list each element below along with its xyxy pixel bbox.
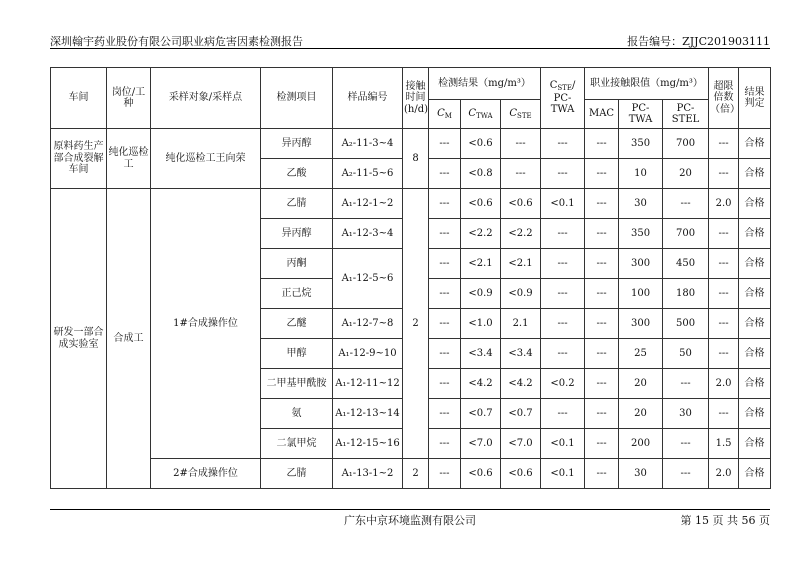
sample-cell: A₂-11-5~6: [333, 159, 403, 189]
cste-cell: <4.2: [501, 369, 541, 399]
ctwa-cell: <3.4: [461, 339, 501, 369]
mac-cell: ---: [585, 309, 619, 339]
cm-cell: ---: [429, 459, 461, 489]
item-cell: 甲醇: [261, 339, 333, 369]
ctwa-cell: <0.6: [461, 129, 501, 159]
cm-cell: ---: [429, 249, 461, 279]
cste-cell: ---: [501, 129, 541, 159]
table-row: [51, 189, 771, 219]
item-cell: 正己烷: [261, 279, 333, 309]
judge-cell: 合格: [739, 159, 771, 189]
item-cell: 乙酸: [261, 159, 333, 189]
cste-cell: <2.2: [501, 219, 541, 249]
mac-cell: ---: [585, 219, 619, 249]
pctwa-cell: 20: [619, 399, 663, 429]
mac-cell: ---: [585, 369, 619, 399]
ratio-cell: <0.1: [541, 429, 585, 459]
pcstel-cell: 700: [663, 219, 709, 249]
judge-cell: 合格: [739, 309, 771, 339]
sample-cell: A₂-11-3~4: [333, 129, 403, 159]
pcstel-cell: ---: [663, 189, 709, 219]
excess-cell: ---: [709, 219, 739, 249]
company-name: 广东中京环境监测有限公司: [344, 514, 476, 527]
cm-cell: ---: [429, 399, 461, 429]
col-result: 检测结果（mg/m³）: [429, 68, 541, 100]
judge-cell: 合格: [739, 189, 771, 219]
ctwa-cell: <2.2: [461, 219, 501, 249]
page-header: [50, 31, 770, 49]
cste-cell: <0.7: [501, 399, 541, 429]
table-row: [51, 129, 771, 159]
col-post: 岗位/工种: [107, 68, 151, 129]
cste-cell: 2.1: [501, 309, 541, 339]
mac-cell: ---: [585, 279, 619, 309]
cm-cell: ---: [429, 219, 461, 249]
ratio-cell: ---: [541, 249, 585, 279]
workshop-cell: 研发一部合成实验室: [51, 189, 107, 489]
judge-cell: 合格: [739, 399, 771, 429]
ratio-cell: ---: [541, 339, 585, 369]
ratio-cell: ---: [541, 219, 585, 249]
ctwa-cell: <2.1: [461, 249, 501, 279]
excess-cell: 1.5: [709, 429, 739, 459]
pcstel-cell: 450: [663, 249, 709, 279]
ratio-cell: ---: [541, 159, 585, 189]
item-cell: 二氯甲烷: [261, 429, 333, 459]
col-ratio: $C_{STE}/$ PC-TWA: [541, 68, 585, 129]
cste-cell: <0.9: [501, 279, 541, 309]
mac-cell: ---: [585, 399, 619, 429]
cm-cell: ---: [429, 429, 461, 459]
judge-cell: 合格: [739, 429, 771, 459]
cste-cell: <0.6: [501, 459, 541, 489]
col-pctwa: PC-TWA: [619, 100, 663, 129]
ratio-cell: ---: [541, 279, 585, 309]
col-judge: 结果判定: [739, 68, 771, 129]
sample-cell: A₁-12-11~12: [333, 369, 403, 399]
page-footer: [50, 512, 770, 528]
mac-cell: ---: [585, 339, 619, 369]
excess-cell: ---: [709, 339, 739, 369]
item-cell: 二甲基甲酰胺: [261, 369, 333, 399]
pcstel-cell: 20: [663, 159, 709, 189]
pcstel-cell: ---: [663, 429, 709, 459]
col-sample: 样品编号: [333, 68, 403, 129]
footer-rule: [50, 509, 770, 510]
ratio-cell: ---: [541, 399, 585, 429]
excess-cell: 2.0: [709, 459, 739, 489]
excess-cell: ---: [709, 249, 739, 279]
item-cell: 异丙醇: [261, 219, 333, 249]
pcstel-cell: ---: [663, 369, 709, 399]
ratio-cell: <0.1: [541, 459, 585, 489]
pcstel-cell: 700: [663, 129, 709, 159]
mac-cell: ---: [585, 459, 619, 489]
ctwa-cell: <7.0: [461, 429, 501, 459]
ratio-cell: <0.1: [541, 189, 585, 219]
col-workshop: 车间: [51, 68, 107, 129]
sample-cell: A₁-12-13~14: [333, 399, 403, 429]
mac-cell: ---: [585, 129, 619, 159]
col-object: 采样对象/采样点: [151, 68, 261, 129]
excess-cell: 2.0: [709, 369, 739, 399]
cm-cell: ---: [429, 159, 461, 189]
item-cell: 异丙醇: [261, 129, 333, 159]
cm-cell: ---: [429, 339, 461, 369]
excess-cell: ---: [709, 129, 739, 159]
col-cste: $C_{STE}$: [501, 100, 541, 129]
excess-cell: ---: [709, 309, 739, 339]
ratio-cell: <0.2: [541, 369, 585, 399]
col-excess: 超限倍数（倍）: [709, 68, 739, 129]
cste-cell: <3.4: [501, 339, 541, 369]
col-time: 接触时间 (h/d): [403, 68, 429, 129]
detection-results-table: [50, 67, 771, 489]
pctwa-cell: 300: [619, 249, 663, 279]
table-row: [51, 459, 771, 489]
object-cell: 1#合成操作位: [151, 189, 261, 459]
cste-cell: <7.0: [501, 429, 541, 459]
ctwa-cell: <0.9: [461, 279, 501, 309]
cste-cell: <0.6: [501, 189, 541, 219]
excess-cell: ---: [709, 399, 739, 429]
pcstel-cell: 500: [663, 309, 709, 339]
mac-cell: ---: [585, 429, 619, 459]
mac-cell: ---: [585, 159, 619, 189]
judge-cell: 合格: [739, 459, 771, 489]
time-cell: 2: [403, 189, 429, 459]
pctwa-cell: 20: [619, 369, 663, 399]
pcstel-cell: ---: [663, 459, 709, 489]
col-item: 检测项目: [261, 68, 333, 129]
sample-cell: A₁-12-9~10: [333, 339, 403, 369]
sample-cell: A₁-12-5~6: [333, 249, 403, 309]
ctwa-cell: <4.2: [461, 369, 501, 399]
pctwa-cell: 30: [619, 189, 663, 219]
time-cell: 8: [403, 129, 429, 189]
item-cell: 氨: [261, 399, 333, 429]
report-number: 报告编号：ZJJC201903111: [627, 35, 770, 48]
item-cell: 乙腈: [261, 189, 333, 219]
sample-cell: A₁-12-7~8: [333, 309, 403, 339]
pctwa-cell: 350: [619, 129, 663, 159]
pctwa-cell: 10: [619, 159, 663, 189]
object-cell: 纯化巡检工王向荣: [151, 129, 261, 189]
post-cell: 纯化巡检工: [107, 129, 151, 189]
mac-cell: ---: [585, 189, 619, 219]
pctwa-cell: 350: [619, 219, 663, 249]
pcstel-cell: 30: [663, 399, 709, 429]
item-cell: 乙醚: [261, 309, 333, 339]
sample-cell: A₁-13-1~2: [333, 459, 403, 489]
judge-cell: 合格: [739, 129, 771, 159]
item-cell: 乙腈: [261, 459, 333, 489]
ctwa-cell: <1.0: [461, 309, 501, 339]
col-ctwa: $C_{TWA}$: [461, 100, 501, 129]
judge-cell: 合格: [739, 219, 771, 249]
ratio-cell: ---: [541, 309, 585, 339]
excess-cell: 2.0: [709, 189, 739, 219]
post-cell: 合成工: [107, 189, 151, 489]
ctwa-cell: <0.8: [461, 159, 501, 189]
report-title: 深圳翰宇药业股份有限公司职业病危害因素检测报告: [50, 35, 303, 48]
ctwa-cell: <0.6: [461, 459, 501, 489]
excess-cell: ---: [709, 159, 739, 189]
pctwa-cell: 30: [619, 459, 663, 489]
pcstel-cell: 180: [663, 279, 709, 309]
page-number: 第 15 页 共 56 页: [680, 514, 770, 527]
col-cm: $C_M$: [429, 100, 461, 129]
pctwa-cell: 25: [619, 339, 663, 369]
cm-cell: ---: [429, 309, 461, 339]
col-limit: 职业接触限值（mg/m³）: [585, 68, 709, 100]
judge-cell: 合格: [739, 339, 771, 369]
ctwa-cell: <0.7: [461, 399, 501, 429]
ratio-cell: ---: [541, 129, 585, 159]
judge-cell: 合格: [739, 249, 771, 279]
cm-cell: ---: [429, 369, 461, 399]
pctwa-cell: 100: [619, 279, 663, 309]
pctwa-cell: 300: [619, 309, 663, 339]
col-pcstel: PC-STEL: [663, 100, 709, 129]
judge-cell: 合格: [739, 279, 771, 309]
cste-cell: ---: [501, 159, 541, 189]
mac-cell: ---: [585, 249, 619, 279]
cm-cell: ---: [429, 129, 461, 159]
pctwa-cell: 200: [619, 429, 663, 459]
cm-cell: ---: [429, 279, 461, 309]
judge-cell: 合格: [739, 369, 771, 399]
header-rule: [50, 48, 770, 49]
pcstel-cell: 50: [663, 339, 709, 369]
cm-cell: ---: [429, 189, 461, 219]
excess-cell: ---: [709, 279, 739, 309]
workshop-cell: 原料药生产部合成裂解车间: [51, 129, 107, 189]
sample-cell: A₁-12-1~2: [333, 189, 403, 219]
sample-cell: A₁-12-3~4: [333, 219, 403, 249]
time-cell: 2: [403, 459, 429, 489]
ctwa-cell: <0.6: [461, 189, 501, 219]
sample-cell: A₁-12-15~16: [333, 429, 403, 459]
item-cell: 丙酮: [261, 249, 333, 279]
cste-cell: <2.1: [501, 249, 541, 279]
col-mac: MAC: [585, 100, 619, 129]
object-cell: 2#合成操作位: [151, 459, 261, 489]
